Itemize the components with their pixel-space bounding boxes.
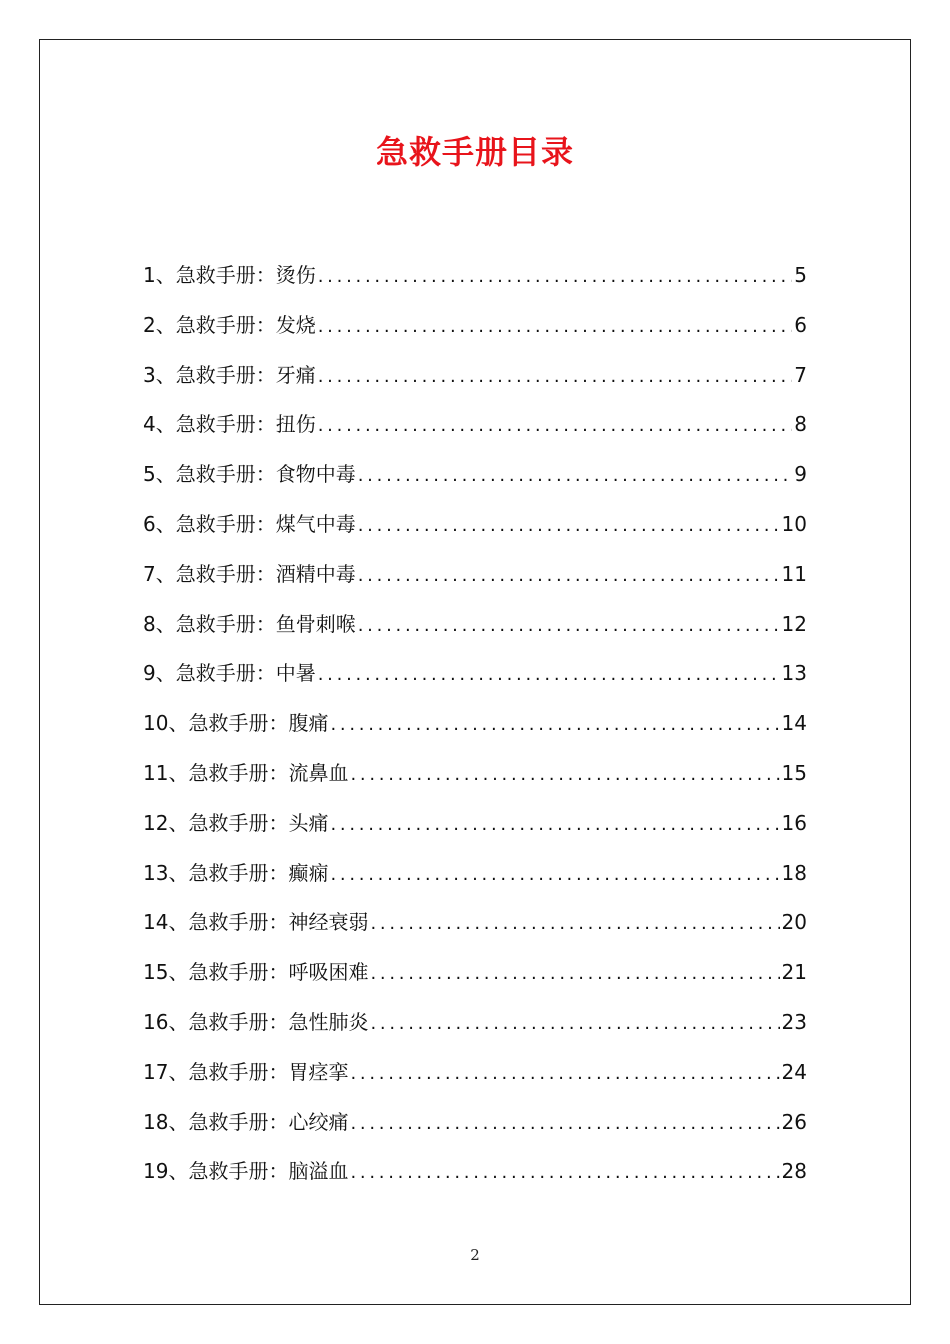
toc-entry-label: 12、急救手册：头痛 (143, 810, 329, 835)
toc-entry-page: 24 (781, 1059, 807, 1084)
toc-entry-page: 12 (781, 611, 807, 636)
dot-leader (318, 254, 793, 300)
dot-leader (330, 702, 779, 748)
toc-entry-label: 11、急救手册：流鼻血 (143, 760, 349, 785)
toc-entry-label: 18、急救手册：心绞痛 (143, 1109, 349, 1134)
toc-entry-page: 8 (794, 412, 807, 437)
toc-entry-label: 8、急救手册：鱼骨刺喉 (143, 611, 356, 636)
dot-leader (358, 453, 793, 499)
dot-leader (370, 901, 779, 947)
toc-entry-10[interactable] (143, 700, 807, 750)
toc-entry-18[interactable] (143, 1099, 807, 1149)
toc-entry-11[interactable] (143, 750, 807, 800)
toc-entry-label: 3、急救手册：牙痛 (143, 362, 316, 387)
toc-entry-14[interactable] (143, 899, 807, 949)
toc-entry-label: 19、急救手册：脑溢血 (143, 1159, 349, 1184)
toc-entry-label: 16、急救手册：急性肺炎 (143, 1009, 369, 1034)
dot-leader (350, 1051, 779, 1097)
dot-leader (370, 951, 779, 997)
dot-leader (318, 304, 793, 350)
dot-leader (318, 652, 780, 698)
toc-entry-page: 26 (781, 1109, 807, 1134)
toc-entry-page: 5 (794, 263, 807, 287)
toc-entry-label: 4、急救手册：扭伤 (143, 412, 316, 437)
toc-entry-page: 13 (781, 661, 807, 686)
toc-entry-8[interactable] (143, 601, 807, 651)
toc-entry-page: 28 (781, 1159, 807, 1184)
toc-entry-label: 1、急救手册：烫伤 (143, 263, 316, 287)
toc-entry-page: 9 (794, 462, 807, 487)
toc-entry-page: 20 (781, 910, 807, 935)
toc-entry-page: 14 (781, 711, 807, 736)
toc-entry-page: 7 (794, 362, 807, 387)
toc-entry-page: 6 (794, 312, 807, 337)
toc-entry-9[interactable] (143, 650, 807, 700)
dot-leader (358, 503, 780, 549)
dot-leader (350, 1101, 779, 1147)
toc-entry-5[interactable] (143, 451, 807, 501)
toc-entry-label: 14、急救手册：神经衰弱 (143, 910, 369, 935)
toc-entry-16[interactable] (143, 999, 807, 1049)
toc-entry-4[interactable] (143, 401, 807, 451)
toc-entry-19[interactable] (143, 1148, 807, 1198)
page-title: 急救手册目录 (375, 133, 574, 171)
toc-entry-label: 2、急救手册：发烧 (143, 312, 316, 337)
dot-leader (318, 354, 793, 400)
toc-entry-15[interactable] (143, 949, 807, 999)
toc-entry-label: 15、急救手册：呼吸困难 (143, 960, 369, 985)
toc-entry-3[interactable] (143, 352, 807, 402)
toc-entry-1[interactable] (143, 252, 807, 302)
toc-entry-page: 16 (781, 810, 807, 835)
toc-entry-label: 10、急救手册：腹痛 (143, 711, 329, 736)
toc-entry-label: 5、急救手册：食物中毒 (143, 462, 356, 487)
toc-entry-label: 13、急救手册：癫痫 (143, 860, 329, 885)
toc-entry-2[interactable] (143, 302, 807, 352)
toc-entry-page: 21 (781, 960, 807, 985)
toc-entry-page: 11 (781, 561, 807, 586)
toc-entry-label: 17、急救手册：胃痉挛 (143, 1059, 349, 1084)
dot-leader (370, 1001, 779, 1047)
footer-page-number: 2 (470, 1246, 480, 1264)
toc-entry-label: 9、急救手册：中暑 (143, 661, 316, 686)
dot-leader (330, 802, 779, 848)
toc-entry-page: 23 (781, 1009, 807, 1034)
toc-entry-6[interactable] (143, 501, 807, 551)
toc-entry-page: 10 (781, 511, 807, 536)
dot-leader (358, 603, 780, 649)
dot-leader (350, 1150, 779, 1196)
table-of-contents (143, 252, 807, 1198)
toc-entry-page: 18 (781, 860, 807, 885)
dot-leader (358, 553, 780, 599)
dot-leader (350, 752, 779, 798)
dot-leader (318, 403, 793, 449)
toc-entry-page: 15 (781, 760, 807, 785)
toc-entry-label: 6、急救手册：煤气中毒 (143, 511, 356, 536)
toc-entry-13[interactable] (143, 850, 807, 900)
toc-entry-label: 7、急救手册：酒精中毒 (143, 561, 356, 586)
toc-entry-12[interactable] (143, 800, 807, 850)
toc-entry-17[interactable] (143, 1049, 807, 1099)
toc-entry-7[interactable] (143, 551, 807, 601)
dot-leader (330, 852, 779, 898)
